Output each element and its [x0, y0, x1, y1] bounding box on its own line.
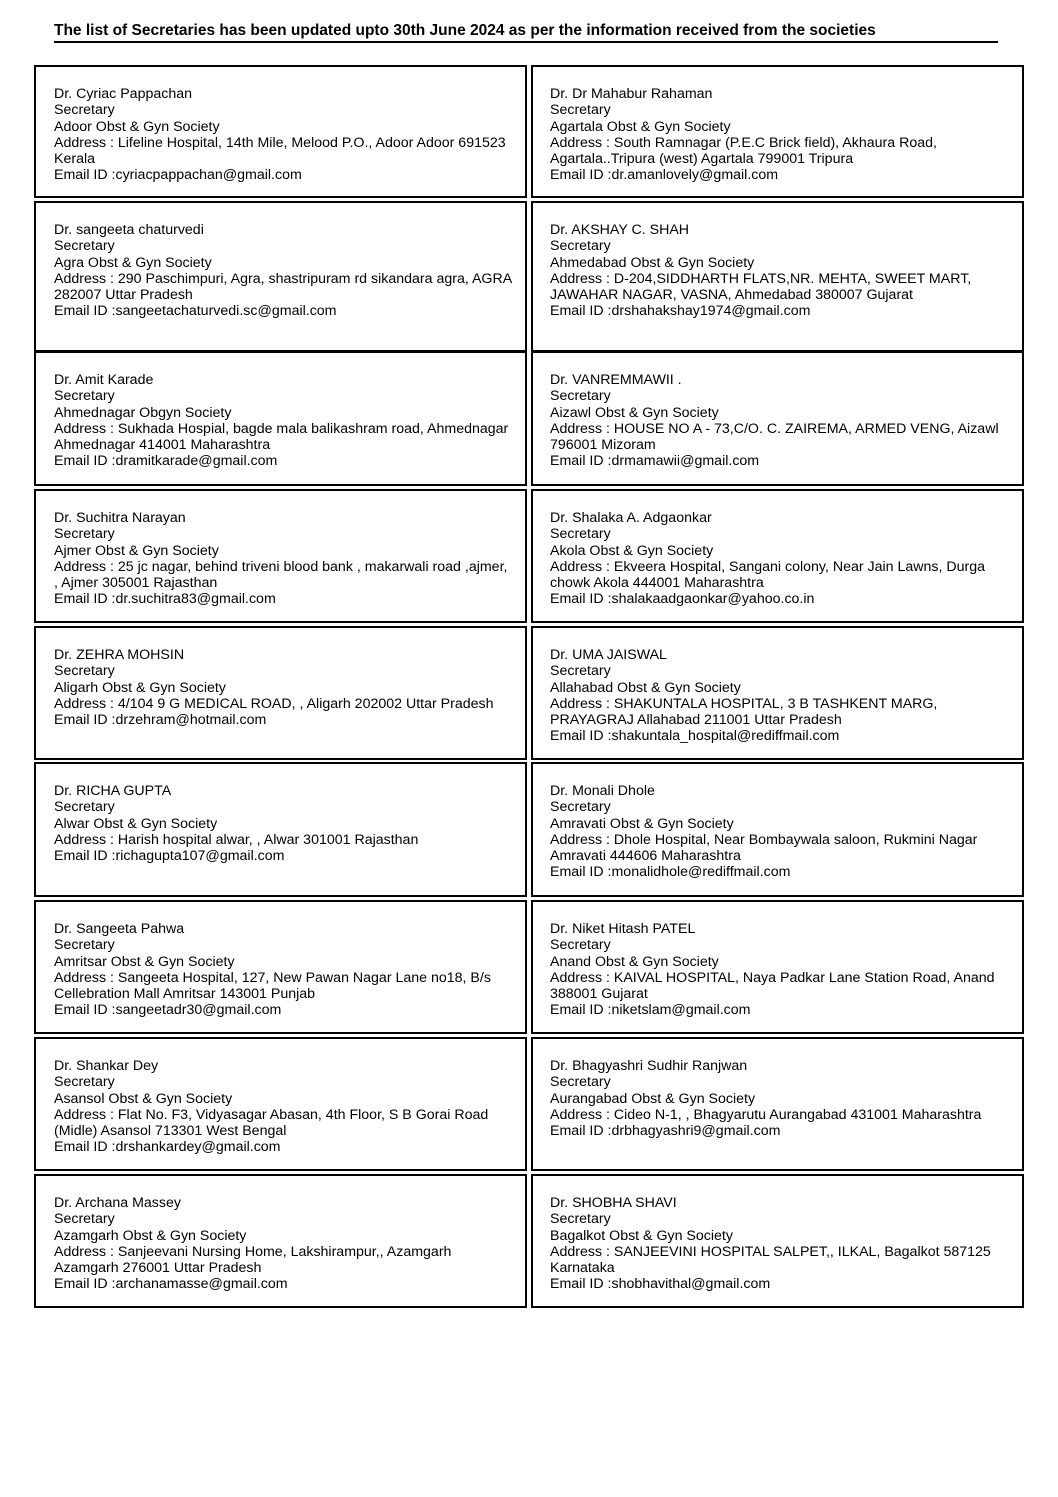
secretary-card — [34, 65, 527, 198]
secretary-address: Address : Ekveera Hospital, Sangani colony, Near Jain Lawns, Durga chowk Akola 444001 Maharashtra — [550, 558, 986, 592]
secretary-name: Dr. SHOBHA SHAVI — [550, 1195, 677, 1211]
secretary-name: Dr. Dr Mahabur Rahaman — [550, 86, 713, 102]
secretary-society: Akola Obst & Gyn Society — [550, 542, 714, 559]
secretary-society: Agra Obst & Gyn Society — [54, 254, 212, 271]
secretary-address: Address : Lifeline Hospital, 14th Mile, Melood P.O., Adoor Adoor 691523 Kerala — [54, 134, 506, 168]
secretary-name: Dr. VANREMMAWII . — [550, 372, 682, 388]
secretary-name: Dr. UMA JAISWAL — [550, 647, 667, 663]
secretary-society: Anand Obst & Gyn Society — [550, 953, 719, 970]
secretary-card — [531, 65, 1024, 198]
secretary-email: Email ID :dr.suchitra83@gmail.com — [54, 591, 276, 608]
secretary-card — [34, 1037, 527, 1171]
secretary-address: Address : Cideo N-1, , Bhagyarutu Aurangabad 431001 Maharashtra — [550, 1106, 982, 1123]
secretary-name: Dr. AKSHAY C. SHAH — [550, 222, 690, 238]
secretary-address: Address : Harish hospital alwar, , Alwar 301001 Rajasthan — [54, 831, 419, 848]
secretary-society: Azamgarh Obst & Gyn Society — [54, 1227, 247, 1244]
secretary-role: Secretary — [54, 238, 115, 255]
secretary-email: Email ID :shalakaadgaonkar@yahoo.co.in — [550, 591, 815, 608]
secretary-name: Dr. ZEHRA MOHSIN — [54, 647, 185, 663]
secretary-role: Secretary — [550, 526, 611, 543]
secretary-email: Email ID :richagupta107@gmail.com — [54, 848, 285, 865]
secretary-society: Aizawl Obst & Gyn Society — [550, 404, 719, 421]
secretary-role: Secretary — [54, 1074, 115, 1091]
secretary-name: Dr. Monali Dhole — [550, 783, 655, 799]
secretary-card — [531, 201, 1024, 352]
secretary-role: Secretary — [550, 388, 611, 405]
secretary-address: Address : Sangeeta Hospital, 127, New Pawan Nagar Lane no18, B/s Cellebration Mall Amritsar 143001 Punjab — [54, 969, 491, 1003]
secretary-society: Ahmednagar Obgyn Society — [54, 404, 232, 421]
secretary-address: Address : South Ramnagar (P.E.C Brick field), Akhaura Road, Agartala..Tripura (west) Agartala 799001 Tripura — [550, 134, 937, 168]
secretary-society: Amritsar Obst & Gyn Society — [54, 953, 235, 970]
secretary-address: Address : Dhole Hospital, Near Bombaywala saloon, Rukmini Nagar Amravati 444606 Maharashtra — [550, 831, 978, 865]
secretary-name: Dr. RICHA GUPTA — [54, 783, 172, 799]
secretary-card — [34, 1174, 527, 1308]
secretary-card — [34, 489, 527, 623]
secretary-card — [531, 1174, 1024, 1308]
secretary-address: Address : D-204,SIDDHARTH FLATS,NR. MEHTA, SWEET MART, JAWAHAR NAGAR, VASNA, Ahmedabad 380007 Gujarat — [550, 270, 972, 304]
secretary-email: Email ID :monalidhole@rediffmail.com — [550, 864, 791, 881]
secretary-name: Dr. Archana Massey — [54, 1195, 181, 1211]
secretary-society: Bagalkot Obst & Gyn Society — [550, 1227, 733, 1244]
secretary-email: Email ID :drbhagyashri9@gmail.com — [550, 1123, 781, 1140]
secretary-email: Email ID :drshankardey@gmail.com — [54, 1139, 281, 1156]
secretary-card — [34, 201, 527, 352]
secretary-address: Address : SANJEEVINI HOSPITAL SALPET,, ILKAL, Bagalkot 587125 Karnataka — [550, 1243, 991, 1277]
secretary-email: Email ID :shakuntala_hospital@rediffmail.com — [550, 728, 840, 745]
secretary-email: Email ID :sangeetachaturvedi.sc@gmail.com — [54, 303, 337, 320]
secretary-card — [531, 489, 1024, 623]
secretary-address: Address : Sanjeevani Nursing Home, Lakshirampur,, Azamgarh Azamgarh 276001 Uttar Pradesh — [54, 1243, 452, 1277]
secretary-card — [34, 626, 527, 760]
secretary-card — [531, 762, 1024, 897]
secretary-name: Dr. Shankar Dey — [54, 1058, 159, 1074]
secretary-email: Email ID :drzehram@hotmail.com — [54, 712, 267, 729]
secretary-name: Dr. Suchitra Narayan — [54, 510, 186, 526]
secretary-address: Address : Sukhada Hospial, bagde mala balikashram road, Ahmednagar Ahmednagar 414001 Maharashtra — [54, 420, 509, 454]
secretary-role: Secretary — [54, 937, 115, 954]
secretary-role: Secretary — [54, 1211, 115, 1228]
secretary-role: Secretary — [550, 937, 611, 954]
secretary-card — [34, 351, 527, 486]
secretary-card — [34, 762, 527, 897]
secretary-role: Secretary — [550, 1074, 611, 1091]
secretary-email: Email ID :shobhavithal@gmail.com — [550, 1276, 771, 1293]
secretary-society: Ajmer Obst & Gyn Society — [54, 542, 219, 559]
secretary-role: Secretary — [54, 526, 115, 543]
secretary-address: Address : Flat No. F3, Vidyasagar Abasan, 4th Floor, S B Gorai Road (Midle) Asansol 713301 West Bengal — [54, 1106, 489, 1140]
secretary-email: Email ID :drmamawii@gmail.com — [550, 453, 760, 470]
secretary-society: Amravati Obst & Gyn Society — [550, 815, 734, 832]
secretary-society: Agartala Obst & Gyn Society — [550, 118, 731, 135]
secretary-society: Alwar Obst & Gyn Society — [54, 815, 218, 832]
secretary-card — [531, 351, 1024, 486]
secretary-name: Dr. Cyriac Pappachan — [54, 86, 193, 102]
secretary-card — [531, 900, 1024, 1034]
secretary-society: Adoor Obst & Gyn Society — [54, 118, 220, 135]
secretary-address: Address : HOUSE NO A - 73,C/O. C. ZAIREMA, ARMED VENG, Aizawl 796001 Mizoram — [550, 420, 999, 454]
secretary-email: Email ID :archanamasse@gmail.com — [54, 1276, 288, 1293]
secretary-name: Dr. sangeeta chaturvedi — [54, 222, 204, 238]
secretary-role: Secretary — [54, 663, 115, 680]
secretary-role: Secretary — [550, 663, 611, 680]
secretary-society: Allahabad Obst & Gyn Society — [550, 679, 741, 696]
secretary-role: Secretary — [54, 388, 115, 405]
secretary-role: Secretary — [54, 102, 115, 119]
secretary-email: Email ID :cyriacpappachan@gmail.com — [54, 167, 302, 184]
secretary-address: Address : SHAKUNTALA HOSPITAL, 3 B TASHKENT MARG, PRAYAGRAJ Allahabad 211001 Uttar Pradesh — [550, 695, 938, 729]
secretary-address: Address : KAIVAL HOSPITAL, Naya Padkar Lane Station Road, Anand 388001 Gujarat — [550, 969, 995, 1003]
secretary-society: Aligarh Obst & Gyn Society — [54, 679, 226, 696]
secretary-address: Address : 290 Paschimpuri, Agra, shastripuram rd sikandara agra, AGRA 282007 Uttar Pradesh — [54, 270, 512, 304]
secretary-name: Dr. Sangeeta Pahwa — [54, 921, 185, 937]
secretary-card — [531, 626, 1024, 760]
secretary-email: Email ID :sangeetadr30@gmail.com — [54, 1002, 282, 1019]
secretary-name: Dr. Amit Karade — [54, 372, 154, 388]
secretary-email: Email ID :dramitkarade@gmail.com — [54, 453, 278, 470]
secretary-card — [531, 1037, 1024, 1171]
secretary-email: Email ID :drshahakshay1974@gmail.com — [550, 303, 811, 320]
secretary-role: Secretary — [550, 238, 611, 255]
secretary-card — [34, 900, 527, 1034]
secretary-email: Email ID :niketslam@gmail.com — [550, 1002, 751, 1019]
secretary-role: Secretary — [550, 102, 611, 119]
secretary-name: Dr. Niket Hitash PATEL — [550, 921, 696, 937]
secretary-address: Address : 4/104 9 G MEDICAL ROAD, , Aligarh 202002 Uttar Pradesh — [54, 695, 494, 712]
secretary-name: Dr. Shalaka A. Adgaonkar — [550, 510, 712, 526]
secretary-role: Secretary — [54, 799, 115, 816]
secretary-address: Address : 25 jc nagar, behind triveni blood bank , makarwali road ,ajmer, , Ajmer 305001 Rajasthan — [54, 558, 508, 592]
secretary-role: Secretary — [550, 799, 611, 816]
title-underline — [54, 41, 998, 43]
secretary-name: Dr. Bhagyashri Sudhir Ranjwan — [550, 1058, 748, 1074]
page-title: The list of Secretaries has been updated upto 30th June 2024 as per the information received from the societies — [54, 22, 876, 39]
secretary-role: Secretary — [550, 1211, 611, 1228]
secretary-email: Email ID :dr.amanlovely@gmail.com — [550, 167, 779, 184]
secretary-society: Ahmedabad Obst & Gyn Society — [550, 254, 755, 271]
secretary-society: Asansol Obst & Gyn Society — [54, 1090, 233, 1107]
secretary-society: Aurangabad Obst & Gyn Society — [550, 1090, 756, 1107]
